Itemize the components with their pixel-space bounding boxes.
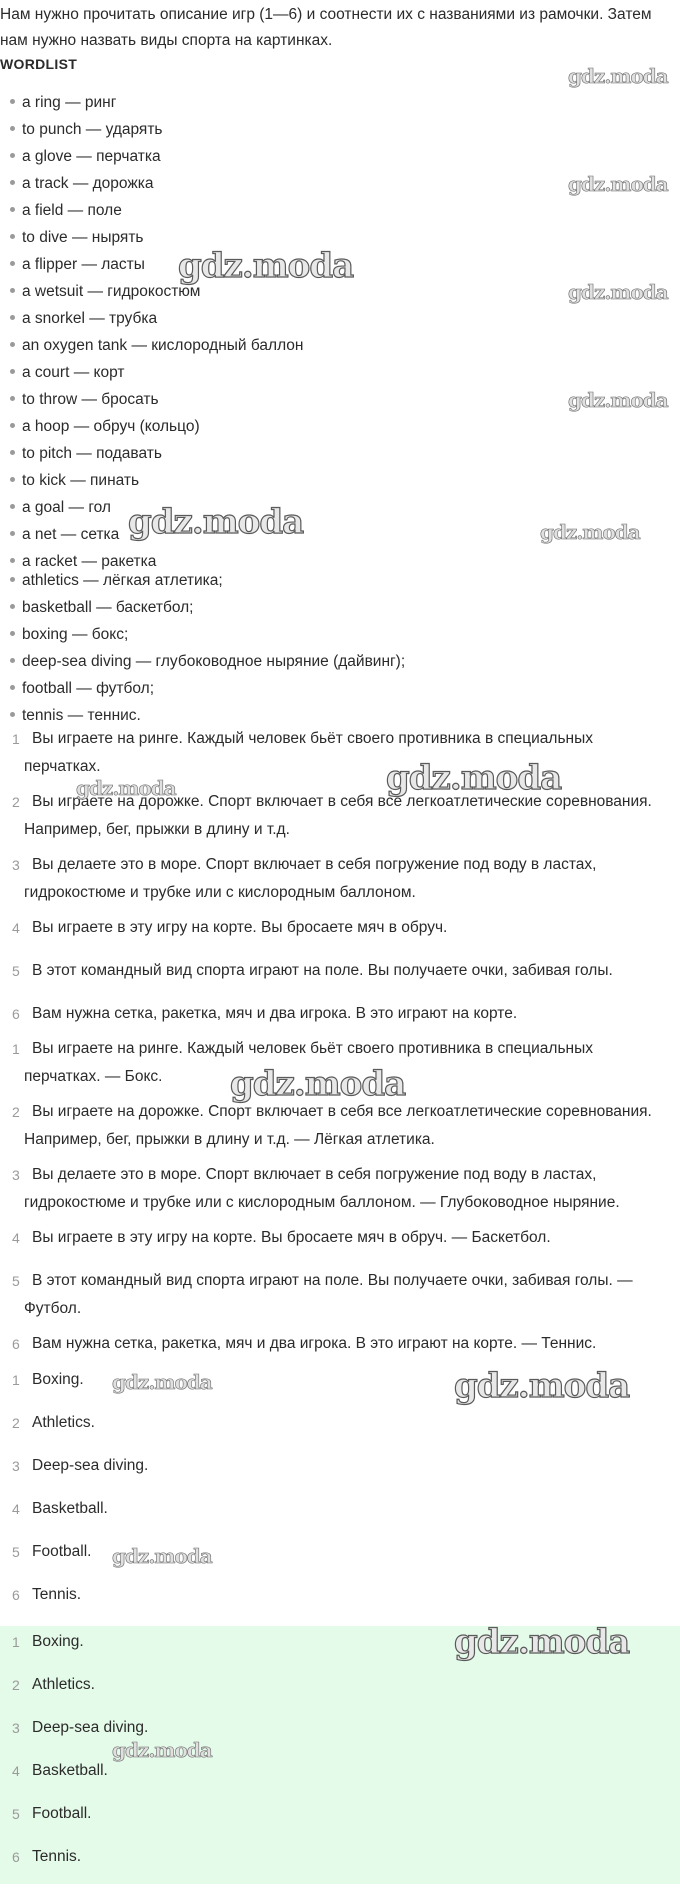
answer-item	[0, 1366, 672, 1394]
bullet-icon	[10, 207, 15, 212]
bullet-icon	[10, 153, 15, 158]
watermark: gdz.moda	[568, 172, 668, 196]
answer-item	[0, 1409, 672, 1437]
answered-description-item	[0, 1098, 672, 1154]
bullet-icon	[10, 477, 15, 482]
watermark: gdz.moda	[112, 1544, 212, 1568]
bullet-icon	[10, 531, 15, 536]
wordlist-item-text: a track — дорожка	[22, 175, 154, 192]
bullet-icon	[10, 658, 15, 663]
bullet-icon	[10, 604, 15, 609]
answer-text: Football.	[32, 1543, 92, 1560]
bullet-icon	[10, 558, 15, 563]
intro-text: Нам нужно прочитать описание игр (1—6) и соотнести их с названиями из рамочки. Затем нам нужно назвать виды спорта на картинках.	[0, 6, 652, 49]
final-answer-item	[0, 1800, 672, 1828]
answer-number: 3	[12, 1458, 20, 1474]
wordlist-item-text: a flipper — ласты	[22, 256, 145, 273]
watermark: gdz.moda	[568, 280, 668, 304]
wordlist-item-text: deep-sea diving — глубоководное ныряние (дайвинг);	[22, 653, 406, 670]
wordlist-item-text: a goal — гол	[22, 499, 111, 516]
final-answer-number: 5	[12, 1806, 20, 1822]
wordlist-item	[10, 362, 124, 384]
watermark: gdz.moda	[454, 1366, 630, 1406]
wordlist-item	[10, 281, 200, 303]
bullet-icon	[10, 261, 15, 266]
wordlist-heading: WORDLIST	[0, 56, 78, 72]
answer-number: 4	[12, 1501, 20, 1517]
wordlist-item-text: a ring — ринг	[22, 94, 117, 111]
wordlist-item	[10, 92, 116, 114]
bullet-icon	[10, 712, 15, 717]
wordlist-item-text: tennis — теннис.	[22, 707, 141, 724]
answered-description-number: 2	[12, 1104, 20, 1120]
final-answer-number: 1	[12, 1634, 20, 1650]
wordlist-item-text: to punch — ударять	[22, 121, 163, 138]
answered-description-text: В этот командный вид спорта играют на поле. Вы получаете очки, забивая голы. — Футбол.	[24, 1272, 633, 1317]
bullet-icon	[10, 631, 15, 636]
watermark: gdz.moda	[230, 1064, 406, 1104]
answer-text: Boxing.	[32, 1371, 84, 1388]
wordlist-item-text: a racket — ракетка	[22, 553, 157, 570]
answer-number: 5	[12, 1544, 20, 1560]
wordlist-item	[10, 416, 200, 438]
wordlist-item-text: a wetsuit — гидрокостюм	[22, 283, 201, 300]
final-answer-number: 3	[12, 1720, 20, 1736]
answered-description-text: Вы играете на ринге. Каждый человек бьёт своего противника в специальных перчатках. — Бокс.	[24, 1040, 593, 1085]
final-answer-number: 6	[12, 1849, 20, 1865]
wordlist-item	[10, 470, 139, 492]
watermark: gdz.moda	[112, 1370, 212, 1394]
description-text: Вы играете в эту игру на корте. Вы бросаете мяч в обруч.	[32, 919, 448, 936]
description-text: Вы делаете это в море. Спорт включает в себя погружение под воду в ластах, гидрокостюме и трубке или с кислородным баллоном.	[24, 856, 597, 901]
wordlist-item	[10, 254, 145, 276]
final-answer-number: 4	[12, 1763, 20, 1779]
wordlist-item	[10, 146, 161, 168]
bullet-icon	[10, 288, 15, 293]
description-number: 3	[12, 857, 20, 873]
answered-description-item	[0, 1035, 672, 1091]
wordlist-item	[10, 443, 162, 465]
bullet-icon	[10, 180, 15, 185]
description-text: Вам нужна сетка, ракетка, мяч и два игрока. В это играют на корте.	[32, 1005, 518, 1022]
answered-description-number: 5	[12, 1273, 20, 1289]
answered-description-text: Вы играете на дорожке. Спорт включает в себя все легкоатлетические соревнования. Например, бег, прыжки в длину и т.д. — Лёгкая атлетика.	[24, 1103, 652, 1148]
bullet-icon	[10, 423, 15, 428]
final-answer-item	[0, 1843, 672, 1871]
wordlist-item-text: a snorkel — трубка	[22, 310, 158, 327]
bullet-icon	[10, 450, 15, 455]
watermark: gdz.moda	[568, 388, 668, 412]
watermark: gdz.moda	[178, 246, 354, 286]
wordlist-item-text: a net — сетка	[22, 526, 120, 543]
answer-item	[0, 1581, 672, 1609]
description-number: 2	[12, 794, 20, 810]
wordlist-item	[10, 597, 193, 619]
watermark: gdz.moda	[128, 502, 304, 542]
answered-description-number: 3	[12, 1167, 20, 1183]
wordlist-item-text: basketball — баскетбол;	[22, 599, 194, 616]
wordlist-item-text: to throw — бросать	[22, 391, 159, 408]
description-item	[0, 1000, 672, 1028]
final-answer-item	[0, 1714, 672, 1742]
wordlist-item	[10, 651, 405, 673]
answered-description-item	[0, 1330, 672, 1358]
answer-text: Deep-sea diving.	[32, 1457, 149, 1474]
description-item	[0, 788, 672, 844]
wordlist-item	[10, 570, 223, 592]
bullet-icon	[10, 577, 15, 582]
description-item	[0, 851, 672, 907]
description-item	[0, 914, 672, 942]
answered-description-number: 6	[12, 1336, 20, 1352]
bullet-icon	[10, 126, 15, 131]
watermark: gdz.moda	[540, 520, 640, 544]
description-item	[0, 957, 672, 985]
final-answer-item	[0, 1757, 672, 1785]
description-number: 4	[12, 920, 20, 936]
bullet-icon	[10, 369, 15, 374]
wordlist-item	[10, 678, 154, 700]
answered-description-text: Вам нужна сетка, ракетка, мяч и два игрока. В это играют на корте. — Теннис.	[32, 1335, 597, 1352]
bullet-icon	[10, 396, 15, 401]
description-text: Вы играете на дорожке. Спорт включает в себя все легкоатлетические соревнования. Например, бег, прыжки в длину и т.д.	[24, 793, 652, 838]
bullet-icon	[10, 99, 15, 104]
wordlist-item-text: a field — поле	[22, 202, 122, 219]
bullet-icon	[10, 342, 15, 347]
watermark: gdz.moda	[454, 1622, 630, 1662]
wordlist-item-text: to pitch — подавать	[22, 445, 162, 462]
watermark: gdz.moda	[568, 64, 668, 88]
wordlist-item-text: to kick — пинать	[22, 472, 140, 489]
watermark: gdz.moda	[386, 758, 562, 798]
wordlist-item	[10, 389, 159, 411]
answered-description-item	[0, 1224, 672, 1252]
answered-description-item	[0, 1161, 672, 1217]
wordlist-item-text: a hoop — обруч (кольцо)	[22, 418, 200, 435]
answer-text: Tennis.	[32, 1586, 82, 1603]
wordlist-item	[10, 227, 144, 249]
bullet-icon	[10, 504, 15, 509]
wordlist-item	[10, 524, 119, 546]
watermark: gdz.moda	[112, 1738, 212, 1762]
description-item	[0, 725, 672, 781]
final-answer-item	[0, 1628, 672, 1656]
wordlist-item-text: to dive — нырять	[22, 229, 144, 246]
wordlist-item	[10, 705, 141, 727]
answered-description-number: 4	[12, 1230, 20, 1246]
wordlist-item-text: football — футбол;	[22, 680, 155, 697]
answer-number: 6	[12, 1587, 20, 1603]
final-answer-text: Deep-sea diving.	[32, 1719, 149, 1736]
answer-number: 2	[12, 1415, 20, 1431]
description-text: В этот командный вид спорта играют на поле. Вы получаете очки, забивая голы.	[32, 962, 613, 979]
wordlist-item	[10, 335, 303, 357]
final-answer-item	[0, 1671, 672, 1699]
wordlist-item-text: athletics — лёгкая атлетика;	[22, 572, 223, 589]
answer-number: 1	[12, 1372, 20, 1388]
description-number: 1	[12, 731, 20, 747]
final-answer-text: Boxing.	[32, 1633, 84, 1650]
wordlist-item	[10, 200, 122, 222]
final-answer-text: Athletics.	[32, 1676, 95, 1693]
answered-description-text: Вы играете в эту игру на корте. Вы бросаете мяч в обруч. — Баскетбол.	[32, 1229, 551, 1246]
wordlist-item	[10, 497, 111, 519]
wordlist-item	[10, 173, 153, 195]
answer-text: Athletics.	[32, 1414, 95, 1431]
wordlist-item	[10, 624, 128, 646]
description-number: 5	[12, 963, 20, 979]
wordlist-item-text: a court — корт	[22, 364, 125, 381]
final-answer-text: Tennis.	[32, 1848, 82, 1865]
answer-text: Basketball.	[32, 1500, 108, 1517]
wordlist-item	[10, 119, 163, 141]
answered-description-number: 1	[12, 1041, 20, 1057]
answered-description-item	[0, 1267, 672, 1323]
wordlist-item-text: boxing — бокс;	[22, 626, 129, 643]
description-text: Вы играете на ринге. Каждый человек бьёт своего противника в специальных перчатках.	[24, 730, 593, 775]
final-answer-text: Basketball.	[32, 1762, 108, 1779]
wordlist-item-text: a glove — перчатка	[22, 148, 161, 165]
answer-item	[0, 1495, 672, 1523]
bullet-icon	[10, 234, 15, 239]
answer-item	[0, 1452, 672, 1480]
wordlist-item-text: an oxygen tank — кислородный баллон	[22, 337, 304, 354]
answered-description-text: Вы делаете это в море. Спорт включает в себя погружение под воду в ластах, гидрокостюме и трубке или с кислородным баллоном. — Глубоководное ныряние.	[24, 1166, 620, 1211]
wordlist-item	[10, 308, 157, 330]
answer-item	[0, 1538, 672, 1566]
watermark: gdz.moda	[76, 776, 176, 800]
bullet-icon	[10, 685, 15, 690]
final-answer-number: 2	[12, 1677, 20, 1693]
description-number: 6	[12, 1006, 20, 1022]
final-answer-text: Football.	[32, 1805, 92, 1822]
bullet-icon	[10, 315, 15, 320]
